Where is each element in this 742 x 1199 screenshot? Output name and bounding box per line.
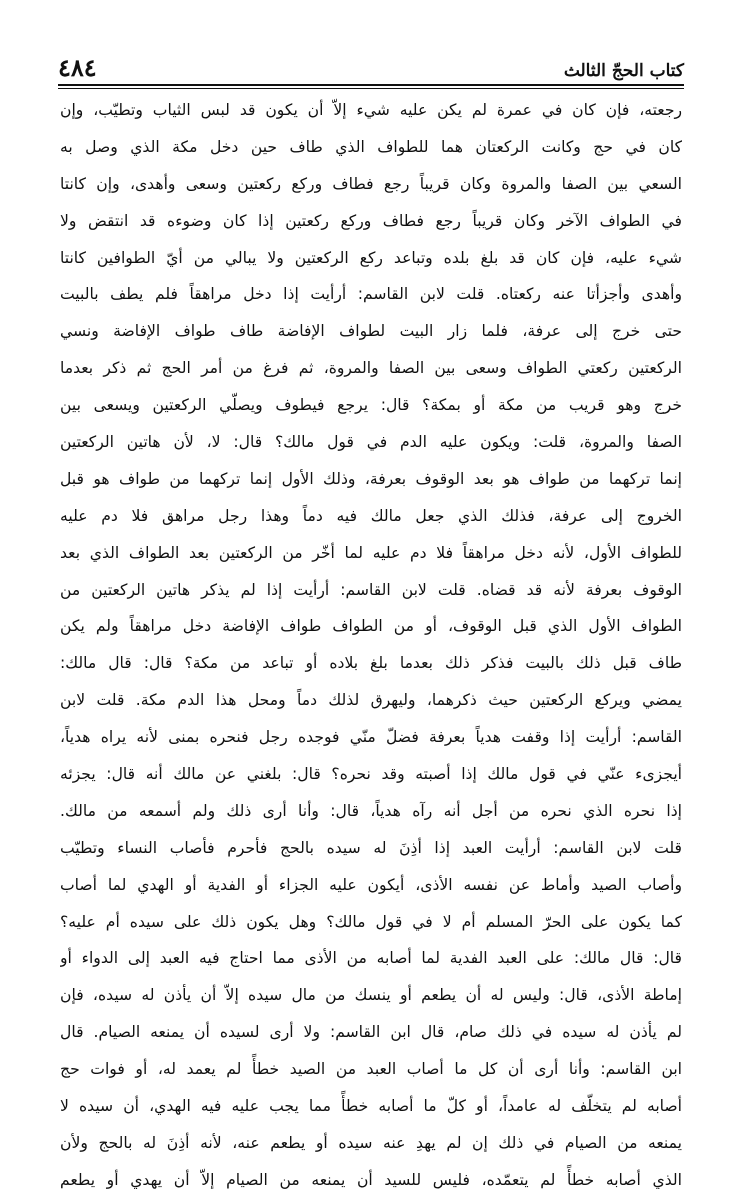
text-line: أيجزىء عنّي في قول مالك إذا أصبته وقد نحره؟ قال: بلغني عن مالك أنه قال: يجزئه	[60, 765, 682, 784]
text-line: الذي أصابه خطأً لم يتعمّده، فليس للسيد أن يمنعه من الصيام إلاّ أن يهدي أو يطعم	[60, 1170, 682, 1189]
text-line: يمضي ويركع الركعتين حيث ذكرهما، وليهرق لذلك دماً ومحل هذا الدم مكة. قلت لابن	[60, 691, 682, 710]
text-line: طاف قبل ذلك بالبيت فذكر ذلك بعدما بلغ بلاده أو تباعد من مكة؟ قال: قال مالك:	[60, 654, 682, 673]
text-line: لم يأذن له سيده في ذلك صام، قال ابن القاسم: ولا أرى لسيده أن يمنعه الصيام. قال	[60, 1023, 682, 1042]
running-head	[58, 46, 684, 84]
text-line: خرج وهو قريب من مكة أو بمكة؟ قال: يرجع فيطوف ويصلّي الركعتين ويسعى بين	[60, 396, 682, 415]
text-line: الركعتين ركعتي الطواف وسعى بين الصفا والمروة، ثم فرغ من أمر الحج ثم ذكر بعدما	[60, 359, 682, 378]
text-line: قلت لابن القاسم: أرأيت العبد إذا أذِنَ له سيده بالحج فأحرم فأصاب النساء وتطيّب	[60, 838, 682, 857]
text-line: إذا نحره الذي نحره من أجل أنه رآه هدياً، قال: وأنا أرى ذلك ولم أسمعه من مالك.	[60, 801, 682, 820]
text-line: حتى خرج إلى عرفة، فلما زار البيت لطواف الإفاضة طاف طواف الإفاضة ونسي	[60, 322, 682, 341]
book-title: كتاب الحجّ الثالث	[563, 61, 684, 81]
text-line: الخروج إلى عرفة، فذلك الذي جعل مالك فيه دماً وهذا رجل مراهق فلا دم عليه	[60, 506, 682, 525]
text-line: في الطواف الآخر وكان قريباً رجع فطاف وركع ركعتين إذا كان وضوءه قد انتقض ولا	[60, 211, 682, 230]
page-number: ٤٨٤	[58, 53, 97, 82]
text-line: للطواف الأول، لأنه دخل مراهقاً فلا دم عليه لما أخّر من الركعتين بعد الطواف الذي بعد	[60, 543, 682, 562]
text-line: قال: قال مالك: على العبد الفدية لما أصابه من الأذى مما احتاج فيه العبد إلى الدواء أو	[60, 949, 682, 968]
text-line: أصابه لم يتخلّف له عامداً، أو كلّ ما أصابه خطأً مما يجب عليه فيه الهدي، أن سيده لا	[60, 1097, 682, 1116]
text-line: إماطة الأذى، قال: وليس له أن يطعم أو ينسك من مال سيده إلاّ أن يأذن له سيده، فإن	[60, 986, 682, 1005]
text-line: السعي بين الصفا والمروة وكان قريباً رجع فطاف وركع ركعتين وسعى وأهدى، وإن كانتا	[60, 174, 682, 193]
body-text	[60, 92, 682, 1199]
text-line: إنما تركهما من طواف هو بعد الوقوف بعرفة، وذلك الأول إنما تركهما من طواف هو قبل	[60, 469, 682, 488]
text-line: الطواف الأول الذي قبل الوقوف، أو من الطواف طواف الإفاضة دخل مراهقاً ولم يكن	[60, 617, 682, 636]
text-line: وأهدى وأجزأتا عنه ركعتاه. قلت لابن القاسم: أرأيت إذا دخل مراهقاً فلم يطف بالبيت	[60, 285, 682, 304]
text-line: الوقوف بعرفة لأنه قد قضاه. قلت لابن القاسم: أرأيت إذا لم يذكر هاتين الركعتين من	[60, 580, 682, 599]
text-line: كان في حج وكانت الركعتان هما للطواف الذي طاف حين دخل مكة الذي وصل به	[60, 137, 682, 156]
text-line: كما يكون على الحرّ المسلم أم لا في قول مالك؟ وهل يكون ذلك على سيده أم عليه؟	[60, 912, 682, 931]
text-line: شيء عليه، فإن كان قد بلغ بلده وتباعد ركع الركعتين ولا يبالي من أيّ الطوافين كانتا	[60, 248, 682, 267]
header-rule	[58, 84, 684, 89]
text-line: ابن القاسم: وأنا أرى أن كل ما أصاب العبد من الصيد خطأً لم يعمد له، أو فوات حج	[60, 1060, 682, 1079]
text-line: رجعته، فإن كان في عمرة لم يكن عليه شيء إلاّ أن يكون قد لبس الثياب وتطيّب، وإن	[60, 101, 682, 119]
text-line: القاسم: أرأيت إذا وقفت هدياً بعرفة فضلّ منّي فوجده رجل فنحره بمنى لأنه يراه هدياً،	[60, 728, 682, 747]
text-line: الصفا والمروة، قلت: ويكون عليه الدم في قول مالك؟ قال: لا، لأن هاتين الركعتين	[60, 433, 682, 452]
text-line: يمنعه من الصيام في ذلك إن لم يهدِ عنه سيده أو يطعم عنه، لأنه أذِنَ له بالحج ولأن	[60, 1133, 682, 1152]
text-line: وأصاب الصيد وأماط عن نفسه الأذى، أيكون عليه الجزاء أو الفدية أو الهدي لما أصاب	[60, 875, 682, 894]
